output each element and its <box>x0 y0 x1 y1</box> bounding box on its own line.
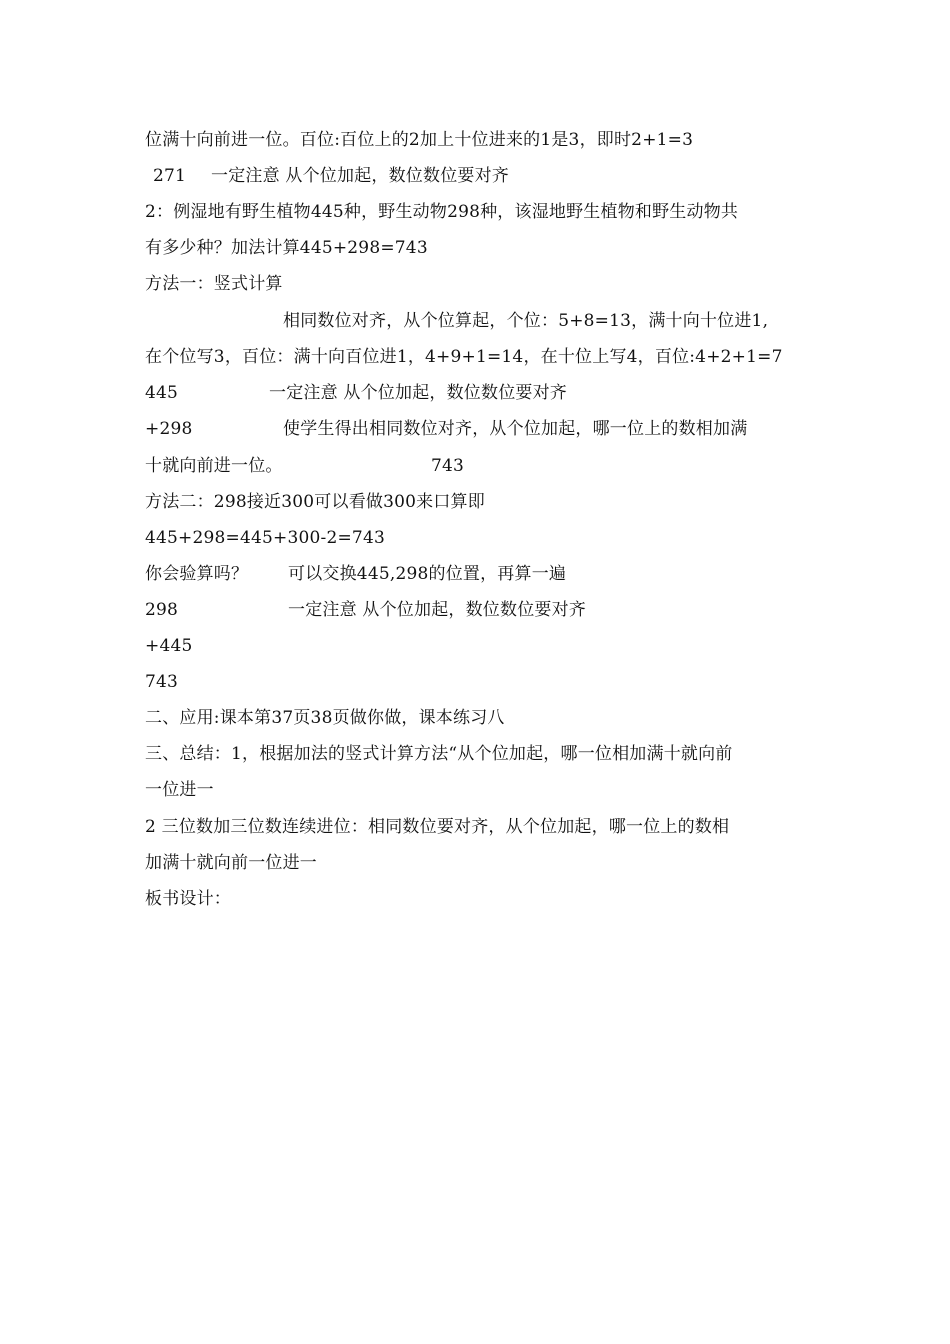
note-align-digits: 一定注意 从个位加起，数位数位要对齐 <box>288 600 587 620</box>
check-sum-743: 743 <box>145 672 179 692</box>
summary-point-2: 2 三位数加三位数连续进位：相同数位要对齐，从个位加起，哪一位上的数相 <box>145 817 730 837</box>
board-design-heading: 板书设计： <box>145 889 231 909</box>
text-line-example-2-cont: 有多少种？加法计算445+298=743 <box>145 238 428 258</box>
method-one-heading: 方法一：竖式计算 <box>145 274 283 294</box>
sum-value-271: 271 <box>153 166 187 186</box>
section-summary-cont: 一位进一 <box>145 780 214 800</box>
method-one-explanation-cont: 在个位写3，百位：满十向百位进1，4+9+1=14，在十位上写4，百位:4+2+1=7 <box>145 347 783 367</box>
student-conclusion: 使学生得出相同数位对齐，从个位加起，哪一位上的数相加满 <box>283 419 748 439</box>
sum-743: 743 <box>431 456 465 476</box>
method-two-heading: 方法二：298接近300可以看做300来口算即 <box>145 492 485 512</box>
method-two-equation: 445+298=445+300-2=743 <box>145 528 385 548</box>
text-line-1: 位满十向前进一位。百位:百位上的2加上十位进来的1是3，即时2+1=3 <box>145 130 694 150</box>
note-align-digits: 一定注意 从个位加起，数位数位要对齐 <box>269 383 568 403</box>
section-summary: 三、总结：1，根据加法的竖式计算方法“从个位加起，哪一位相加满十就向前 <box>145 744 733 764</box>
conclusion-cont: 十就向前进一位。 <box>145 456 283 476</box>
addend-plus-298: +298 <box>145 419 193 439</box>
check-hint: 可以交换445,298的位置，再算一遍 <box>288 564 567 584</box>
addend-445: 445 <box>145 383 179 403</box>
text-line-example-2: 2：例湿地有野生植物445种，野生动物298种，该湿地野生植物和野生动物共 <box>145 202 739 222</box>
summary-point-2-cont: 加满十就向前一位进一 <box>145 853 317 873</box>
check-question: 你会验算吗？ <box>145 564 249 584</box>
section-application: 二、应用:课本第37页38页做你做，课本练习八 <box>145 708 505 728</box>
check-addend-298: 298 <box>145 600 179 620</box>
check-addend-445: +445 <box>145 636 193 656</box>
method-one-explanation: 相同数位对齐，从个位算起，个位：5+8=13，满十向十位进1, <box>283 311 769 331</box>
note-align-digits: 一定注意 从个位加起，数位数位要对齐 <box>211 166 510 186</box>
